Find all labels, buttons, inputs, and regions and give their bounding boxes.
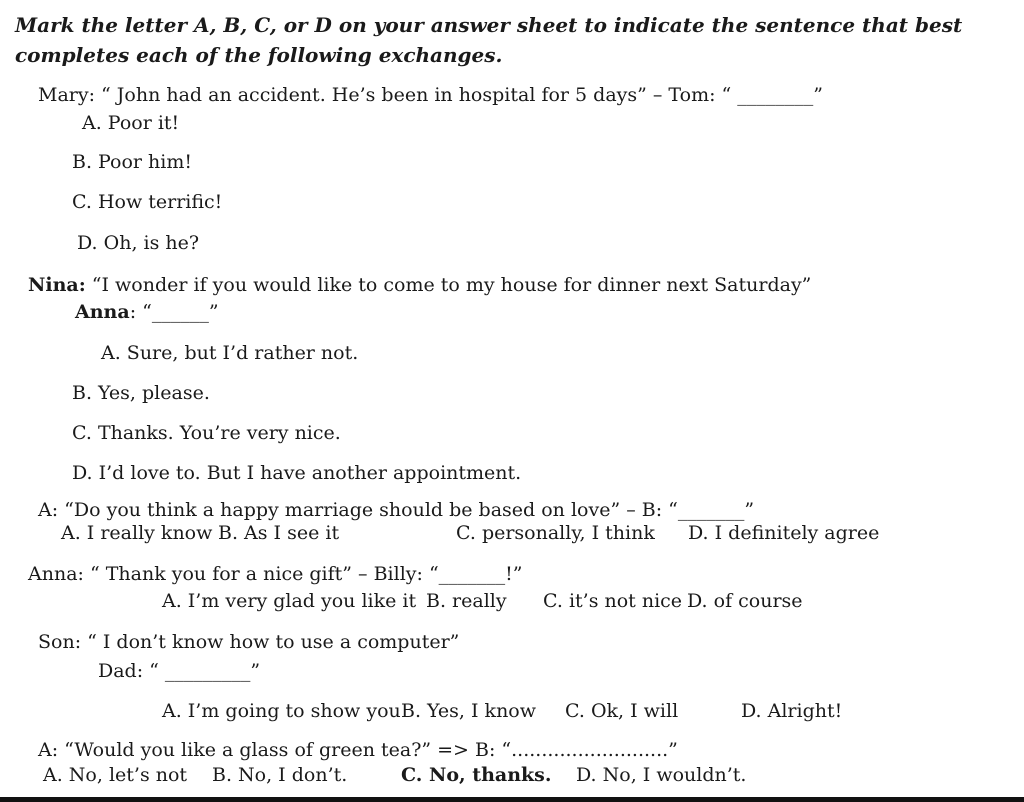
q6-option-c: C. No, thanks. [401, 764, 552, 786]
q2-speaker-anna: Anna [75, 301, 130, 323]
q1-option-b: B. Poor him! [72, 151, 193, 173]
q1-option-d: D. Oh, is he? [77, 232, 200, 254]
q5-option-c: C. Ok, I will [565, 700, 679, 722]
q3-option-d: D. I definitely agree [688, 522, 880, 544]
q2-speaker-nina: Nina: [28, 274, 86, 296]
q3-option-c: C. personally, I think [456, 522, 655, 544]
q6-prompt: A: “Would you like a glass of green tea?” => B: “..........................” [38, 739, 678, 761]
q5-option-a: A. I’m going to show you [162, 700, 401, 722]
q5-reply: Dad: “ _________” [98, 660, 261, 682]
q2-option-b: B. Yes, please. [72, 382, 210, 404]
q2-option-d: D. I’d love to. But I have another appointment. [72, 462, 522, 484]
q4-prompt: Anna: “ Thank you for a nice gift” – Billy: “_______!” [28, 563, 523, 585]
q5-prompt: Son: “ I don’t know how to use a computer” [38, 631, 460, 653]
q6-option-d: D. No, I wouldn’t. [576, 764, 747, 786]
q4-option-d: D. of course [687, 590, 803, 612]
q4-option-a: A. I’m very glad you like it [162, 590, 417, 612]
q3-option-a: A. I really know [61, 522, 213, 544]
q2-reply [75, 300, 219, 324]
q4-option-b: B. really [426, 590, 507, 612]
q1-option-a: A. Poor it! [82, 112, 180, 134]
bottom-rule [0, 797, 1024, 802]
q1-prompt: Mary: “ John had an accident. He’s been in hospital for 5 days” – Tom: “ ________” [38, 84, 823, 106]
q2-reply-text: : “______” [129, 301, 219, 323]
instruction-heading: Mark the letter A, B, C, or D on your answer sheet to indicate the sentence that best completes each of the following exchanges. [15, 13, 963, 67]
q2-prompt [28, 273, 811, 297]
q6-option-a: A. No, let’s not [43, 764, 188, 786]
q2-prompt-text: “I wonder if you would like to come to my house for dinner next Saturday” [85, 274, 812, 296]
q2-option-a: A. Sure, but I’d rather not. [101, 342, 359, 364]
q3-prompt: A: “Do you think a happy marriage should be based on love” – B: “_______” [38, 499, 755, 521]
q6-option-b: B. No, I don’t. [212, 764, 348, 786]
q1-option-c: C. How terrific! [72, 191, 223, 213]
q3-option-b: B. As I see it [218, 522, 340, 544]
q5-option-d: D. Alright! [741, 700, 843, 722]
q4-option-c: C. it’s not nice [543, 590, 683, 612]
q2-option-c: C. Thanks. You’re very nice. [72, 422, 341, 444]
q5-option-b: B. Yes, I know [401, 700, 537, 722]
